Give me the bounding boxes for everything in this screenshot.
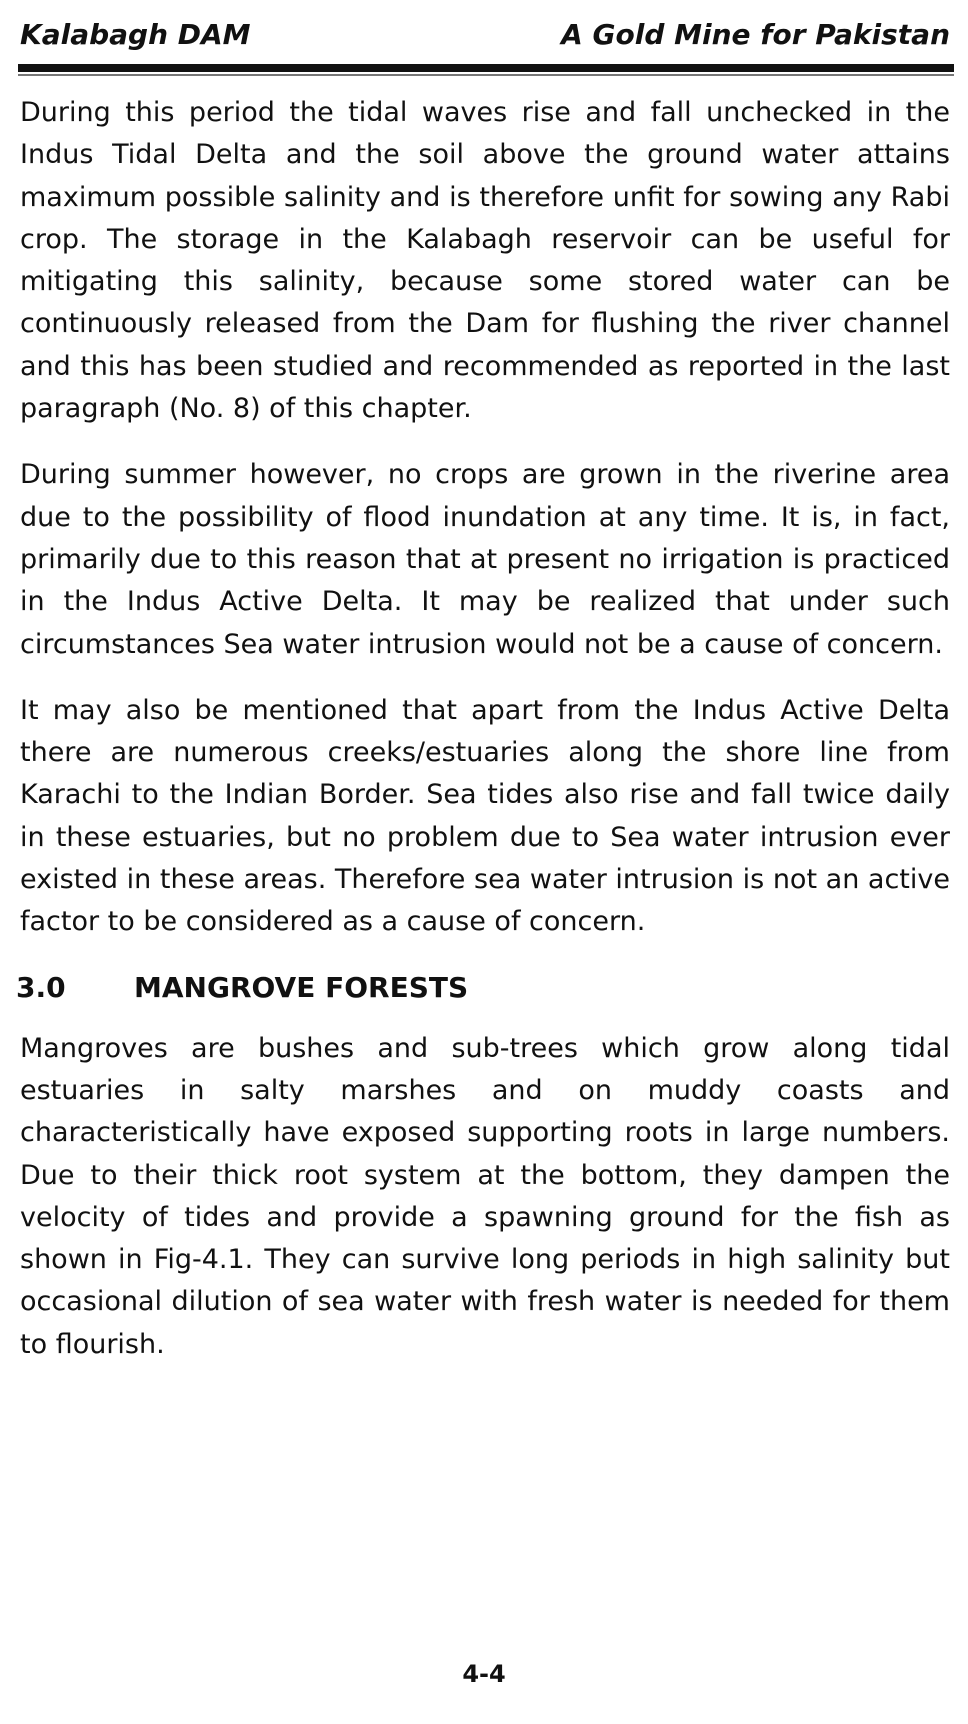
running-header bbox=[20, 18, 950, 62]
section-number: 3.0 bbox=[16, 970, 66, 1004]
paragraph: It may also be mentioned that apart from the Indus Active Delta there are numerous creeks/estuaries along the shore line from Karachi to the Indian Border. Sea tides also rise and fall twice daily in these estuaries, but no problem due to Sea water intrusion ever existed in these areas. Therefore sea water intrusion is not an active factor to be considered as a cause of concern. bbox=[20, 694, 950, 938]
header-book-title: Kalabagh DAM bbox=[20, 18, 251, 51]
section-paragraph: Mangroves are bushes and sub-trees which grow along tidal estuaries in salty marshes and on muddy coasts and characteristically have exposed supporting roots in large numbers. Due to their thick root system at the bottom, they dampen the velocity of tides and provide a spawning ground for the fish as shown in Fig-4.1. They can survive long periods in high salinity but occasional dilution of sea water with fresh water is needed for them to flourish. bbox=[20, 1032, 950, 1360]
paragraph: During summer however, no crops are grown in the riverine area due to the possibility of flood inundation at any time. It is, in fact, primarily due to this reason that at present no irrigation is practiced in the Indus Active Delta. It may be realized that under such circumstances Sea water intrusion would not be a cause of concern. bbox=[20, 459, 950, 660]
header-subtitle: A Gold Mine for Pakistan bbox=[561, 18, 950, 51]
section-heading bbox=[16, 968, 950, 1008]
paragraph: During this period the tidal waves rise and fall unchecked in the Indus Tidal Delta and the soil above the ground water attains maximum possible salinity and is therefore unfit for sowing any Rabi crop. The storage in the Kalabagh reservoir can be useful for mitigating this salinity, because some stored water can be continuously released from the Dam for flushing the river channel and this has been studied and recommended as reported in the last paragraph (No. 8) of this chapter. bbox=[20, 97, 950, 425]
section-title: MANGROVE FORESTS bbox=[134, 970, 469, 1004]
body-text bbox=[16, 92, 950, 1390]
page-number: 4-4 bbox=[462, 1660, 506, 1688]
header-rule bbox=[18, 64, 954, 72]
